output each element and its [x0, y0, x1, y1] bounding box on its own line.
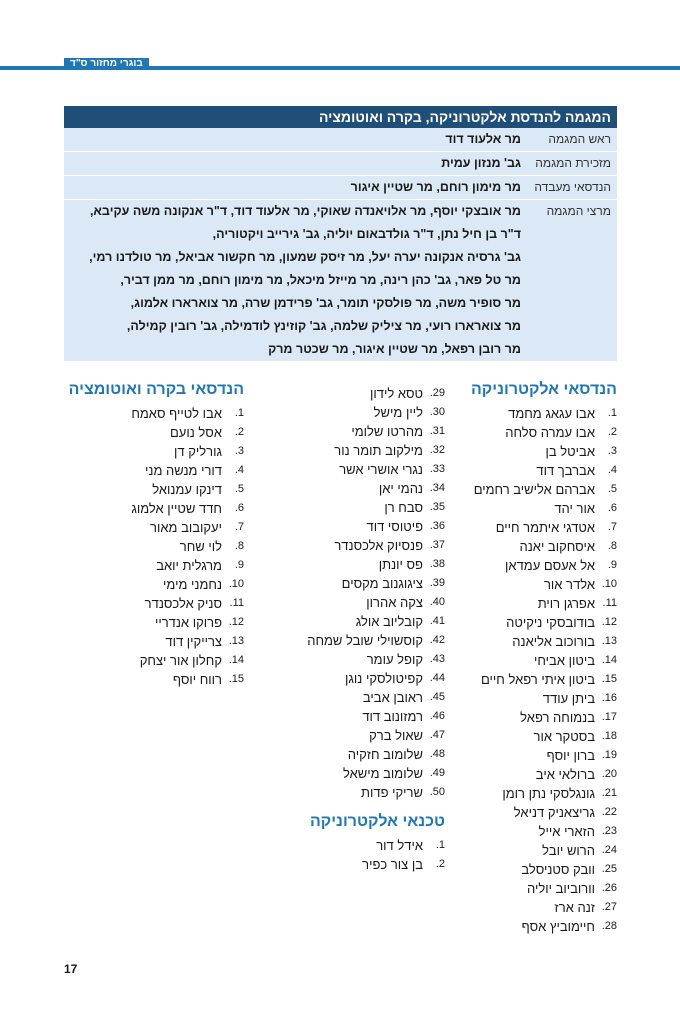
- electronics-technicians-list: [240, 836, 445, 874]
- list-item: [457, 423, 617, 442]
- list-item-number: 11.: [602, 597, 617, 609]
- list-item-number: 1.: [435, 839, 445, 851]
- staff-table-title: המגמה להנדסת אלקטרוניקה, בקרה ואוטומציה: [64, 106, 617, 128]
- list-item-name: ראובן אביב: [362, 690, 423, 705]
- list-item-number: 9.: [607, 559, 617, 571]
- list-item-name: איסחקוב יאנה: [519, 539, 595, 554]
- staff-row: [64, 128, 617, 152]
- list-item: [457, 632, 617, 651]
- staff-value-line: מר טל פאר, גב' כהן רינה, מר מייזל מיכאל, מר מימון רוחם, מר ממן דביר,: [120, 273, 521, 287]
- list-item-name: וורוביוב יוליה: [527, 881, 595, 896]
- list-item-number: 7.: [234, 521, 244, 533]
- list-item-name: קופל עומר: [366, 652, 423, 667]
- staff-value-line: גב' מנזון עמית: [441, 156, 521, 170]
- list-item: [64, 632, 244, 651]
- list-item: [64, 670, 244, 689]
- list-item-number: 32.: [429, 444, 445, 456]
- list-item-number: 18.: [601, 730, 617, 742]
- list-item-name: מהרטו שלומי: [351, 424, 423, 439]
- list-item: [457, 537, 617, 556]
- list-item-number: 36.: [429, 520, 445, 532]
- list-item-number: 10.: [601, 578, 617, 590]
- control-engineers-list: [64, 404, 244, 689]
- list-item: [64, 537, 244, 556]
- list-item-name: אבו עגאג מחמד: [508, 406, 595, 421]
- list-item-number: 1.: [607, 407, 617, 419]
- list-item-name: בן צור כפיר: [362, 857, 423, 872]
- list-item-name: וובק סטניסלב: [521, 862, 595, 877]
- staff-value-line: ד"ר בן חיל נתן, ד"ר גולדבאום יוליה, גב' גירייב ויקטוריה,: [212, 227, 521, 241]
- staff-value-line: גב' גרסיה אנקונה יערה יעל, מר זיסק שמעון, מר חקשור אביאל, מר טולדנו רמי,: [89, 250, 521, 264]
- list-item: [64, 556, 244, 575]
- list-item-name: אברהם אלישיב רחמים: [473, 482, 595, 497]
- electronics-continued-list: [240, 384, 445, 802]
- list-item: [457, 480, 617, 499]
- list-item: [457, 556, 617, 575]
- list-item-number: 22.: [601, 806, 617, 818]
- list-item-number: 39.: [429, 577, 445, 589]
- list-item: [457, 651, 617, 670]
- list-item-name: ציגוגנוב מקסים: [341, 576, 423, 591]
- list-item-number: 1.: [234, 407, 244, 419]
- list-item: [240, 441, 445, 460]
- list-item-number: 7.: [607, 521, 617, 533]
- staff-row-label: מרצי המגמה: [546, 204, 611, 218]
- list-item-name: דורי מנשה מני: [145, 463, 222, 478]
- list-item: [240, 498, 445, 517]
- list-item: [240, 422, 445, 441]
- list-item: [457, 765, 617, 784]
- list-item: [457, 670, 617, 689]
- list-item-number: 31.: [429, 425, 445, 437]
- list-item-name: נחמני מימי: [163, 577, 222, 592]
- list-item: [64, 480, 244, 499]
- list-item-number: 24.: [601, 844, 617, 856]
- list-item-name: חדד שטיין אלמוג: [131, 501, 222, 516]
- list-item: [457, 784, 617, 803]
- list-item-name: חיימוביץ אסף: [521, 919, 595, 934]
- list-item: [457, 803, 617, 822]
- list-item-number: 35.: [429, 501, 445, 513]
- list-item: [457, 917, 617, 936]
- list-item-number: 19.: [601, 749, 617, 761]
- list-item-name: טסא לידון: [369, 386, 423, 401]
- list-item-name: ביתן עודד: [542, 691, 595, 706]
- list-item-number: 2.: [435, 858, 445, 870]
- list-item: [240, 745, 445, 764]
- list-item-number: 47.: [429, 729, 445, 741]
- list-item: [64, 613, 244, 632]
- staff-rows: [64, 128, 617, 362]
- list-item-number: 2.: [607, 426, 617, 438]
- list-item-name: שלומוב חזקיה: [347, 747, 423, 762]
- list-item-name: סבח רן: [384, 500, 423, 515]
- list-item: [457, 841, 617, 860]
- list-item: [457, 461, 617, 480]
- staff-value-line: מר סופיר משה, מר פולסקי תומר, גב' פרידמן שרה, מר צוארארו אלמוג,: [130, 296, 521, 310]
- list-item-number: 3.: [607, 445, 617, 457]
- list-item-number: 44.: [429, 672, 445, 684]
- list-item-name: יעקובוב מאור: [150, 520, 222, 535]
- list-item-name: בסטקר אור: [533, 729, 595, 744]
- list-item: [457, 518, 617, 537]
- list-item: [457, 442, 617, 461]
- list-item-name: אבו עמרה סלחה: [505, 425, 595, 440]
- list-item-number: 8.: [607, 540, 617, 552]
- list-item-number: 5.: [607, 483, 617, 495]
- electronics-engineers-list: [457, 404, 617, 936]
- list-item-number: 23.: [601, 825, 617, 837]
- list-item: [240, 855, 445, 874]
- list-item-name: אביטל בן: [545, 444, 595, 459]
- list-item: [457, 898, 617, 917]
- list-item: [457, 708, 617, 727]
- list-item-number: 12.: [601, 616, 617, 628]
- list-item-name: אטדגי איתמר חיים: [495, 520, 595, 535]
- staff-row-label: הנדסאי מעבדה: [534, 180, 611, 194]
- list-item-number: 29.: [429, 387, 445, 399]
- list-item: [240, 574, 445, 593]
- list-item: [240, 650, 445, 669]
- list-item-name: לוי שחר: [179, 539, 222, 554]
- list-item: [240, 460, 445, 479]
- list-item: [64, 423, 244, 442]
- list-item: [457, 822, 617, 841]
- list-item-number: 3.: [234, 445, 244, 457]
- list-item: [240, 612, 445, 631]
- list-item-number: 17.: [601, 711, 617, 723]
- list-item: [240, 836, 445, 855]
- list-item: [64, 404, 244, 423]
- list-item-number: 33.: [429, 463, 445, 475]
- list-item: [64, 651, 244, 670]
- staff-value-line: מר אלעוד דוד: [445, 132, 521, 146]
- list-item-number: 40.: [429, 596, 445, 608]
- staff-value-line: מר צוארארו רועי, מר ציליק שלמה, גב' קוזינץ לודמילה, גב' רובין קמילה,: [126, 319, 521, 333]
- staff-row: [64, 200, 617, 362]
- list-item-name: רווח יוסף: [172, 672, 222, 687]
- list-item-number: 42.: [429, 634, 445, 646]
- list-item-name: דינקו עמנואל: [152, 482, 222, 497]
- list-item: [457, 860, 617, 879]
- list-item-name: מילקוב תומר נור: [334, 443, 423, 458]
- list-item-number: 16.: [601, 692, 617, 704]
- list-item-number: 20.: [601, 768, 617, 780]
- list-item: [64, 461, 244, 480]
- list-item: [457, 575, 617, 594]
- list-item-name: ליין מישל: [373, 405, 423, 420]
- list-item-number: 9.: [234, 559, 244, 571]
- list-item-number: 30.: [429, 406, 445, 418]
- list-item: [240, 593, 445, 612]
- list-item: [240, 764, 445, 783]
- list-item: [240, 631, 445, 650]
- list-item-name: אסל נועם: [169, 425, 222, 440]
- list-item-name: גורליק דן: [174, 444, 222, 459]
- staff-value-line: מר רובן רפאל, מר שטיין איגור, מר שכטר מרק: [268, 342, 521, 356]
- list-item-name: ברולאי איב: [535, 767, 595, 782]
- list-item-name: צקה אהרון: [366, 595, 423, 610]
- list-item: [64, 442, 244, 461]
- list-item-name: אל אעסם עמדאן: [505, 558, 595, 573]
- list-item-number: 46.: [429, 710, 445, 722]
- list-item: [240, 707, 445, 726]
- list-item-number: 15.: [228, 673, 244, 685]
- list-item: [240, 555, 445, 574]
- list-item-name: אפרגן רוית: [537, 596, 595, 611]
- list-item: [240, 783, 445, 802]
- list-item-number: 38.: [429, 558, 445, 570]
- staff-row-label: מזכירת המגמה: [535, 156, 611, 170]
- staff-row: [64, 176, 617, 200]
- list-item-number: 48.: [429, 748, 445, 760]
- list-item-number: 13.: [601, 635, 617, 647]
- list-item-name: זנה ארז: [554, 900, 595, 915]
- list-item-number: 2.: [234, 426, 244, 438]
- list-item-name: מרגלית יואב: [156, 558, 222, 573]
- list-item-name: צרייקין דוד: [165, 634, 222, 649]
- list-item-name: בנמוחה רפאל: [520, 710, 595, 725]
- list-item-number: 4.: [234, 464, 244, 476]
- list-item-number: 37.: [429, 539, 445, 551]
- list-item-name: שריקי פדות: [361, 785, 423, 800]
- list-item: [457, 594, 617, 613]
- list-item-name: קוסשוילי שובל שמחה: [307, 633, 423, 648]
- list-item-name: קפיטולסקי נוגן: [345, 671, 423, 686]
- list-item-number: 28.: [601, 920, 617, 932]
- list-item: [457, 746, 617, 765]
- list-item: [457, 689, 617, 708]
- list-item-name: אברבך דוד: [536, 463, 595, 478]
- list-item-name: נהמי יאן: [378, 481, 423, 496]
- list-item-number: 25.: [601, 863, 617, 875]
- list-item-number: 4.: [607, 464, 617, 476]
- list-item: [64, 575, 244, 594]
- list-item-name: נגרי אושרי אשר: [339, 462, 423, 477]
- list-item-name: ביטון אביחי: [534, 653, 595, 668]
- list-item-number: 41.: [429, 615, 445, 627]
- list-item-number: 43.: [429, 653, 445, 665]
- list-item: [240, 479, 445, 498]
- list-item: [64, 499, 244, 518]
- list-item-name: הרוש יובל: [542, 843, 595, 858]
- staff-row-value: [64, 200, 525, 361]
- electronics-technicians-title: טכנאי אלקטרוניקה: [309, 813, 445, 830]
- staff-row-value: [64, 128, 525, 151]
- list-item-number: 15.: [601, 673, 617, 685]
- control-engineers-title: הנדסאי בקרה ואוטומציה: [68, 381, 244, 398]
- list-item: [457, 727, 617, 746]
- list-item-number: 14.: [601, 654, 617, 666]
- list-item-name: הזארי אייל: [538, 824, 595, 839]
- staff-value-line: מר מימון רוחם, מר שטיין איגור: [350, 180, 521, 194]
- list-item: [64, 594, 244, 613]
- electronics-engineers-column: [457, 378, 617, 936]
- list-item-name: בורוכוב אליאנה: [512, 634, 595, 649]
- list-item-name: רמזונוב דוד: [362, 709, 423, 724]
- list-item-name: פרוקו אנדריי: [154, 615, 222, 630]
- list-item-number: 14.: [228, 654, 244, 666]
- header-tag: בוגרי מחזור ס"ד: [64, 58, 149, 70]
- list-item-number: 6.: [234, 502, 244, 514]
- list-item-name: סניק אלכסנדר: [144, 596, 222, 611]
- list-item-number: 11.: [229, 597, 244, 609]
- staff-row-value: [64, 176, 525, 199]
- list-item-number: 13.: [228, 635, 244, 647]
- list-item-number: 8.: [234, 540, 244, 552]
- list-item: [457, 404, 617, 423]
- list-item-number: 5.: [234, 483, 244, 495]
- list-item: [457, 879, 617, 898]
- list-item-name: ביטון איתי רפאל חיים: [480, 672, 595, 687]
- list-item: [457, 613, 617, 632]
- electronics-continued-column: [240, 384, 445, 874]
- staff-row-label: ראש המגמה: [548, 132, 611, 146]
- list-item-name: קובליוב אולג: [355, 614, 423, 629]
- list-item-name: קחלון אור יצחק: [139, 653, 222, 668]
- list-item-name: שאול ברק: [369, 728, 423, 743]
- list-item-number: 26.: [601, 882, 617, 894]
- list-item-name: אידל דור: [376, 838, 423, 853]
- list-item-name: אלדר אור: [543, 577, 595, 592]
- staff-value-line: מר אובצקי יוסף, מר אלויאנדה שאוקי, מר אלעוד דוד, ד"ר אנקונה משה עקיבא,: [89, 204, 521, 218]
- list-item-number: 21.: [601, 787, 617, 799]
- page-number: 17: [64, 962, 78, 976]
- list-item-name: גונגלסקי נתן רומן: [502, 786, 595, 801]
- list-item: [64, 518, 244, 537]
- list-item-number: 27.: [601, 901, 617, 913]
- list-item: [457, 499, 617, 518]
- list-item-name: פיטוסי דוד: [366, 519, 423, 534]
- list-item: [240, 403, 445, 422]
- list-item-number: 6.: [607, 502, 617, 514]
- list-item-number: 12.: [228, 616, 244, 628]
- list-item-name: אור יהד: [554, 501, 595, 516]
- list-item-number: 10.: [228, 578, 244, 590]
- list-item: [240, 536, 445, 555]
- list-item-name: פנסיוק אלכסנדר: [334, 538, 423, 553]
- list-item-name: גריצאניק דניאל: [513, 805, 595, 820]
- list-item-name: פס יונתן: [378, 557, 423, 572]
- list-item-name: אבו לטייף סאמח: [131, 406, 222, 421]
- list-item-number: 34.: [429, 482, 445, 494]
- list-item-number: 49.: [429, 767, 445, 779]
- list-item-name: שלומוב מישאל: [342, 766, 423, 781]
- control-engineers-column: [64, 378, 244, 689]
- list-item: [240, 517, 445, 536]
- list-item: [240, 688, 445, 707]
- list-item-name: ברון יוסף: [546, 748, 595, 763]
- list-item: [240, 384, 445, 403]
- list-item: [240, 726, 445, 745]
- electronics-engineers-title: הנדסאי אלקטרוניקה: [470, 381, 617, 398]
- staff-row-value: [64, 152, 525, 175]
- staff-table: [64, 106, 617, 362]
- list-item: [240, 669, 445, 688]
- list-item-name: בודובסקי ניקיטה: [506, 615, 595, 630]
- list-item-number: 45.: [429, 691, 445, 703]
- staff-row: [64, 152, 617, 176]
- list-item-number: 50.: [429, 786, 445, 798]
